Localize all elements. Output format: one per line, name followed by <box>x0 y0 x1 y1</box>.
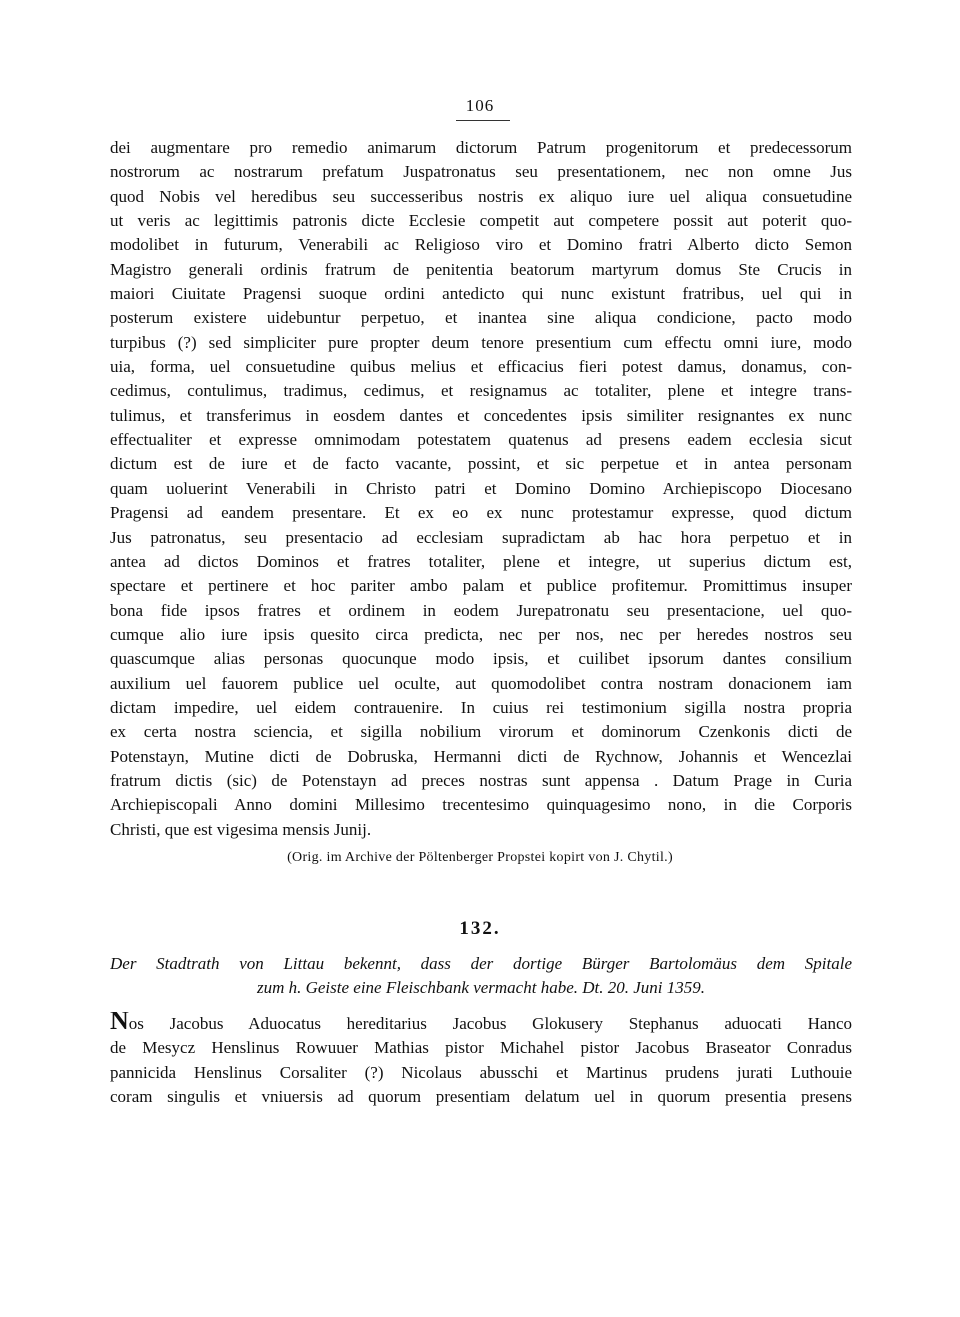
text-line: fratrum dictis (sic) de Potenstayn ad preces nostras sunt appensa . Datum Prage in Curia <box>110 770 852 790</box>
text-line: ex certa nostra sciencia, et sigilla nobilium virorum et dominorum Czenkonis dicti de <box>110 722 852 742</box>
text-line: de Mesycz Henslinus Rowuuer Mathias pistor Michahel pistor Jacobus Braseator Conradus <box>110 1038 852 1058</box>
text-line: turpibus (?) sed simpliciter pure propter deum tenore presentium cum effectu omni iure, modo <box>110 332 852 352</box>
text-line: coram singulis et vniuersis ad quorum presentiam delatum uel in quorum presentia presens <box>110 1087 852 1107</box>
text-line: dictam impedire, uel eidem contrauenire. In cuius rei testimonium sigilla nostra propria <box>110 697 852 717</box>
text-line: Christi, que est vigesima mensis Junij. <box>110 819 372 839</box>
text-line: modolibet in futurum, Venerabili ac Religioso viro et Domino fratri Alberto dicto Semon <box>110 235 852 255</box>
document-number: 132. <box>459 918 501 939</box>
text-line: uia, forma, uel consuetudine quibus melius et efficacius fieri potest damus, donamus, con- <box>110 357 852 377</box>
text-line: Potenstayn, Mutine dicti de Dobruska, Hermanni dicti de Rychnow, Johannis et Wencezlai <box>110 746 852 766</box>
text-line: quascumque alias personas quocunque modo ipsis, et cuilibet ipsorum dantes consilium <box>110 649 852 669</box>
text-line: Jus patronatus, seu presentacio ad ecclesiam supradictam ab hac hora perpetuo et in <box>110 527 852 547</box>
text-line: ut veris ac legittimis patronis dicte Ecclesie competit aut competere possit aut poterit quo- <box>110 211 852 231</box>
text-line: Magistro generali ordinis fratrum de penitentia beatorum martyrum domus Ste Crucis in <box>110 259 852 279</box>
text-line: Archiepiscopali Anno domini Millesimo trecentesimo quinquagesimo nono, in die Corporis <box>110 795 852 815</box>
text-line: dei augmentare pro remedio animarum dictorum Patrum progenitorum et predecessorum <box>110 138 852 157</box>
page-number-rule <box>456 120 510 121</box>
text-line-first <box>110 1012 852 1036</box>
initial-letter: N <box>110 1012 129 1035</box>
heading-line: Der Stadtrath von Littau bekennt, dass der dortige Bürger Bartolomäus dem Spitale <box>110 954 852 973</box>
text-line: maiori Ciuitate Pragensi suoque ordini antedicto qui nunc existunt fratribus, uel qui in <box>110 284 852 304</box>
previous-document-text <box>110 136 852 842</box>
first-line-text: os Jacobus Aduocatus hereditarius Jacobus Glokusery Stephanus aduocati Hanco <box>128 1014 852 1033</box>
text-line: posterum existere uidebuntur perpetuo, et inantea sine aliqua condicione, pacto modo <box>110 308 852 328</box>
text-line: tulimus, et transferimus in eosdem dantes et concedentes ipsis similiter resignantes ex nunc <box>110 405 852 425</box>
page-number: 106 <box>465 96 495 115</box>
text-line: Pragensi ad eandem presentare. Et ex eo ex nunc protestamur expresse, quod dictum <box>110 503 852 523</box>
source-note: (Orig. im Archive der Pöltenberger Propstei kopirt von J. Chytil.) <box>287 850 673 865</box>
text-line: bona fide ipsos fratres et ordinem in eodem Jurepatronatu seu presentacione, uel quo- <box>110 600 852 620</box>
text-line: cumque alio iure ipsis quesito circa predicta, nec per nos, nec per heredes nostros seu <box>110 624 852 644</box>
text-line: pannicida Henslinus Corsaliter (?) Nicolaus abusschi et Martinus prudens jurati Luthouie <box>110 1062 852 1082</box>
text-line: cedimus, contulimus, tradimus, cedimus, et resignamus ac totaliter, plene et integre trans- <box>110 381 852 401</box>
text-line: quod Nobis vel heredibus seu successeribus nostris ex aliquo iure uel aliqua consuetudine <box>110 186 852 206</box>
charter-text <box>110 1012 852 1109</box>
text-line: dictum est de iure et de facto vacante, possint, et sic perpetue et in antea personam <box>110 454 852 474</box>
text-line: auxilium uel fauorem publice uel oculte, aut quomodolibet contra nostram donacionem iam <box>110 673 852 693</box>
text-line: antea ad dictos Dominos et fratres totaliter, plene et integre, ut superius dictum est, <box>110 551 852 571</box>
text-line: effectualiter et expresse omnimodam potestatem quatenus ad presens eadem ecclesia sicut <box>110 430 852 450</box>
heading-line: zum h. Geiste eine Fleischbank vermacht habe. Dt. 20. Juni 1359. <box>256 978 706 998</box>
document-heading <box>110 952 852 1001</box>
text-line: nostrorum ac nostrarum prefatum Juspatronatus seu presentationem, nec non omne Jus <box>110 162 852 182</box>
text-line: quam uoluerint Venerabili in Christo patri et Domino Domino Archiepiscopo Diocesano <box>110 478 852 498</box>
text-line: spectare et pertinere et hoc pariter ambo palam et publice profitemur. Promittimus insuper <box>110 576 852 596</box>
